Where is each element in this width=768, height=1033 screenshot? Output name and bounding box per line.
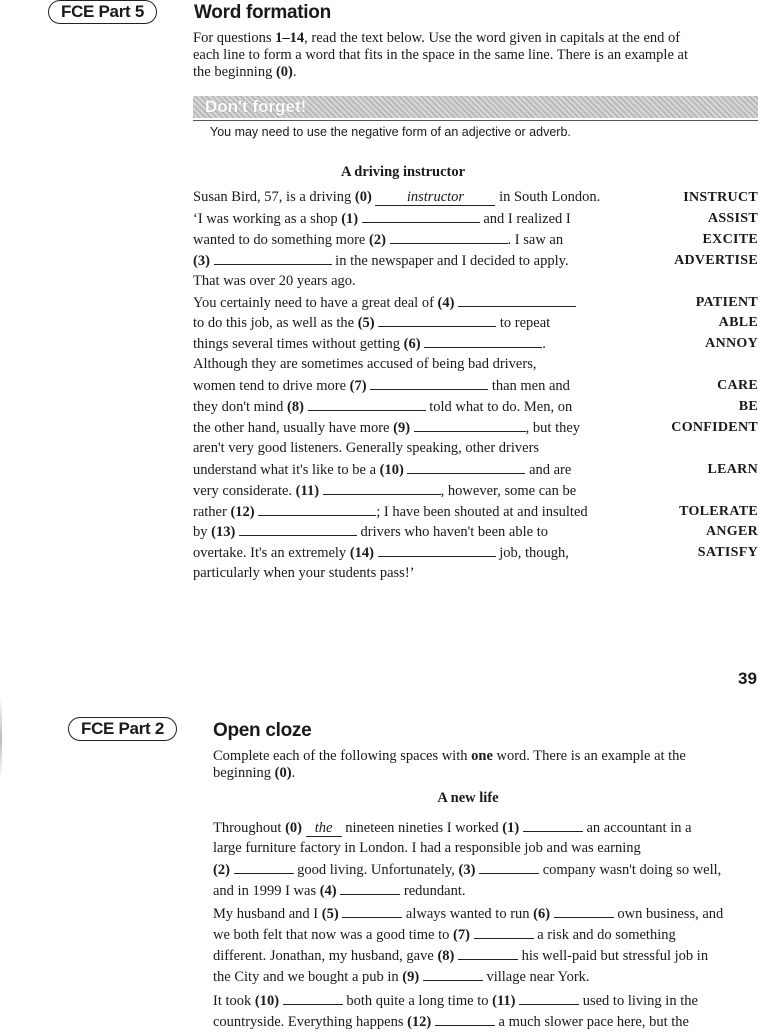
line-text: . I saw an xyxy=(507,231,564,248)
question-number: (10) xyxy=(254,993,283,1009)
line-text: redundant. xyxy=(400,883,466,899)
answer-gap[interactable] xyxy=(414,417,526,432)
line-text: both quite a long time to xyxy=(342,993,493,1009)
answer-gap[interactable] xyxy=(234,859,294,874)
text-line xyxy=(193,187,600,208)
question-number: (3) xyxy=(458,862,480,878)
text-line xyxy=(213,838,641,859)
line-text: particularly when your students pass!’ xyxy=(193,565,415,582)
text-line xyxy=(193,417,580,438)
text-line xyxy=(193,521,548,542)
question-number: (12) xyxy=(230,503,259,520)
answer-gap[interactable] xyxy=(323,480,441,495)
text-line xyxy=(193,563,414,584)
question-number: (5) xyxy=(357,315,379,332)
text-line xyxy=(193,208,571,229)
answer-gap[interactable] xyxy=(407,459,525,474)
stem-word: LEARN xyxy=(707,461,758,477)
line-text: Susan Bird, 57, is a driving xyxy=(193,189,355,205)
answer-gap[interactable] xyxy=(370,375,488,390)
line-text: countryside. Everything happens xyxy=(213,1014,408,1030)
answer-gap[interactable] xyxy=(554,903,614,918)
line-text: It took xyxy=(213,993,255,1009)
line-text: and in 1999 I was xyxy=(213,883,320,899)
line-text: in the newspaper and I decided to apply. xyxy=(331,252,569,269)
banner-divider xyxy=(193,120,758,121)
answer-gap[interactable] xyxy=(342,903,402,918)
question-number: (0) xyxy=(354,189,376,205)
question-number: (12) xyxy=(407,1014,435,1030)
text-line xyxy=(193,438,539,459)
question-number: (5) xyxy=(321,906,343,922)
answer-gap[interactable] xyxy=(458,945,518,960)
text-line xyxy=(193,459,571,480)
instr-text: word. There is an example at the xyxy=(492,748,686,764)
line-text: drivers who haven't been able to xyxy=(356,524,548,541)
instr-text: each line to form a word that fits in the space in the same line. There is an example at xyxy=(193,47,688,63)
stem-word: SATISFY xyxy=(697,545,758,561)
text-line xyxy=(213,903,723,924)
line-text: That was over 20 years ago. xyxy=(193,272,356,289)
text-line xyxy=(193,229,563,250)
instr-example-number: (0) xyxy=(274,765,292,781)
line-text: company wasn't doing so well, xyxy=(539,862,722,878)
question-number: (6) xyxy=(403,336,425,353)
line-text: in South London. xyxy=(495,189,601,205)
example-answer: the xyxy=(306,821,342,837)
answer-gap[interactable] xyxy=(362,208,480,223)
part2-instructions xyxy=(213,748,763,782)
line-text: own business, and xyxy=(613,906,724,922)
stem-word: INSTRUCT xyxy=(683,190,758,205)
line-text: rather xyxy=(193,503,231,520)
line-text: . xyxy=(542,336,546,353)
line-text: very considerate. xyxy=(193,482,296,499)
fce-part5-tag: FCE Part 5 xyxy=(48,0,157,24)
stem-word: CARE xyxy=(717,378,758,394)
stem-word: BE xyxy=(738,399,758,414)
line-text: , but they xyxy=(525,419,581,436)
question-number: (8) xyxy=(287,399,308,415)
line-text: the City and we bought a pub in xyxy=(213,969,403,985)
answer-gap[interactable] xyxy=(258,501,376,516)
answer-gap[interactable] xyxy=(214,250,332,265)
answer-gap[interactable] xyxy=(424,333,542,348)
question-number: (2) xyxy=(213,862,234,878)
answer-gap[interactable] xyxy=(390,229,508,244)
line-text: job, though, xyxy=(495,545,569,562)
text-line xyxy=(193,542,569,563)
part5-instructions xyxy=(193,30,761,81)
text-line xyxy=(213,924,676,945)
line-text: , however, some can be xyxy=(440,482,577,499)
line-text: village near York. xyxy=(482,969,590,985)
question-number: (9) xyxy=(393,419,414,436)
line-text: Although they are sometimes accused of being bad drivers, xyxy=(193,356,537,373)
instr-range: 1–14 xyxy=(275,30,305,46)
answer-gap[interactable] xyxy=(378,542,496,557)
question-number: (13) xyxy=(211,524,239,541)
question-number: (9) xyxy=(402,969,423,985)
page-crease xyxy=(0,698,2,778)
question-number: (11) xyxy=(492,993,520,1009)
line-text: than men and xyxy=(488,378,570,395)
line-text: to repeat xyxy=(496,315,551,332)
line-text: understand what it's like to be a xyxy=(193,461,380,478)
question-number: (8) xyxy=(437,948,458,964)
line-text: large furniture factory in London. I had a responsible job and was earning xyxy=(213,840,641,856)
answer-gap[interactable] xyxy=(283,990,343,1005)
instr-text: the beginning xyxy=(193,64,276,80)
line-text: his well-paid but stressful job in xyxy=(517,948,709,964)
instr-example-number: (0) xyxy=(275,64,293,80)
answer-gap[interactable] xyxy=(479,859,539,874)
line-text: told what to do. Men, on xyxy=(425,399,573,415)
text-line xyxy=(213,945,708,966)
line-text: the other hand, usually have more xyxy=(193,419,394,436)
line-text: a much slower pace here, but the xyxy=(494,1014,689,1030)
question-number: (10) xyxy=(379,461,408,478)
instr-text: beginning xyxy=(213,765,275,781)
stem-word: ANNOY xyxy=(705,336,758,352)
line-text: always wanted to run xyxy=(402,906,534,922)
answer-gap[interactable] xyxy=(308,396,426,411)
question-number: (1) xyxy=(502,820,523,836)
answer-gap[interactable] xyxy=(523,817,583,832)
stem-word: ANGER xyxy=(705,524,758,540)
stem-word: ASSIST xyxy=(707,210,758,226)
question-number: (0) xyxy=(285,820,306,836)
question-number: (4) xyxy=(319,883,341,899)
page-number: 39 xyxy=(738,669,757,688)
text-line xyxy=(193,354,536,375)
fce-part2-tag: FCE Part 2 xyxy=(68,717,177,741)
article-title-a-new-life: A new life xyxy=(437,790,499,806)
text-line xyxy=(213,880,466,901)
line-text: You certainly need to have a great deal of xyxy=(193,294,438,311)
answer-gap[interactable] xyxy=(423,966,483,981)
question-number: (14) xyxy=(349,545,378,562)
line-text: we both felt that now was a good time to xyxy=(213,927,454,943)
dont-forget-text: You may need to use the negative form of an adjective or adverb. xyxy=(210,125,571,139)
stem-word: PATIENT xyxy=(695,294,758,310)
stem-word: CONFIDENT xyxy=(671,419,758,435)
text-line xyxy=(193,312,550,333)
instr-text: Complete each of the following spaces with xyxy=(213,748,472,764)
question-number: (6) xyxy=(533,906,554,922)
question-number: (1) xyxy=(341,210,362,227)
instr-text: . xyxy=(292,64,297,80)
line-text: by xyxy=(193,524,212,541)
instr-text: , read the text below. Use the word given in capitals at the end of xyxy=(304,30,681,46)
line-text: things several times without getting xyxy=(193,336,404,353)
section-heading-word-formation: Word formation xyxy=(194,2,331,23)
section-heading-open-cloze: Open cloze xyxy=(213,720,312,741)
line-text: an accountant in a xyxy=(582,820,692,836)
article-title-driving-instructor: A driving instructor xyxy=(340,164,466,180)
instr-text: . xyxy=(291,765,296,781)
text-line xyxy=(193,292,576,313)
text-line xyxy=(193,271,356,292)
stem-word: ADVERTISE xyxy=(674,252,758,268)
stem-word: EXCITE xyxy=(702,231,758,247)
text-line xyxy=(193,501,588,522)
stem-word: ABLE xyxy=(718,315,758,331)
text-line xyxy=(213,817,692,838)
instr-text: For questions xyxy=(193,30,276,46)
text-line xyxy=(193,250,569,271)
line-text: ; I have been shouted at and insulted xyxy=(376,503,588,520)
question-number: (7) xyxy=(453,927,474,943)
question-number: (7) xyxy=(349,378,371,395)
answer-gap[interactable] xyxy=(340,880,400,895)
line-text: women tend to drive more xyxy=(193,378,350,395)
text-line xyxy=(213,990,698,1011)
answer-gap[interactable] xyxy=(458,292,576,307)
answer-gap[interactable] xyxy=(474,924,534,939)
line-text: and I realized I xyxy=(479,210,571,227)
line-text: My husband and I xyxy=(213,906,322,922)
answer-gap[interactable] xyxy=(519,990,579,1005)
line-text: Throughout xyxy=(213,820,286,836)
text-line xyxy=(213,859,721,880)
line-text: nineteen nineties I worked xyxy=(341,820,503,836)
line-text: wanted to do something more xyxy=(193,231,369,248)
text-line xyxy=(193,396,572,417)
question-number: (2) xyxy=(368,231,390,248)
text-line xyxy=(193,333,546,354)
line-text: aren't very good listeners. Generally speaking, other drivers xyxy=(193,439,540,456)
line-text: to do this job, as well as the xyxy=(193,315,358,332)
question-number: (4) xyxy=(437,294,459,311)
question-number: (3) xyxy=(193,252,214,269)
line-text: a risk and do something xyxy=(533,927,676,943)
example-answer: instructor xyxy=(375,190,495,206)
line-text: they don't mind xyxy=(193,399,288,415)
text-line xyxy=(193,375,570,396)
question-number: (11) xyxy=(295,482,323,499)
dont-forget-banner xyxy=(193,96,758,118)
line-text: and are xyxy=(525,461,572,478)
line-text: ‘I was working as a shop xyxy=(193,210,342,227)
answer-gap[interactable] xyxy=(378,312,496,327)
line-text: different. Jonathan, my husband, gave xyxy=(213,948,438,964)
stem-word: TOLERATE xyxy=(679,503,758,519)
text-line xyxy=(193,480,576,501)
line-text: good living. Unfortunately, xyxy=(293,862,459,878)
dont-forget-title: Don't forget! xyxy=(205,97,307,116)
text-line xyxy=(213,1011,689,1032)
line-text: used to living in the xyxy=(579,993,698,1009)
line-text: overtake. It's an extremely xyxy=(193,545,350,562)
answer-gap[interactable] xyxy=(239,521,357,536)
text-line xyxy=(213,966,590,987)
instr-bold-word: one xyxy=(471,748,493,764)
